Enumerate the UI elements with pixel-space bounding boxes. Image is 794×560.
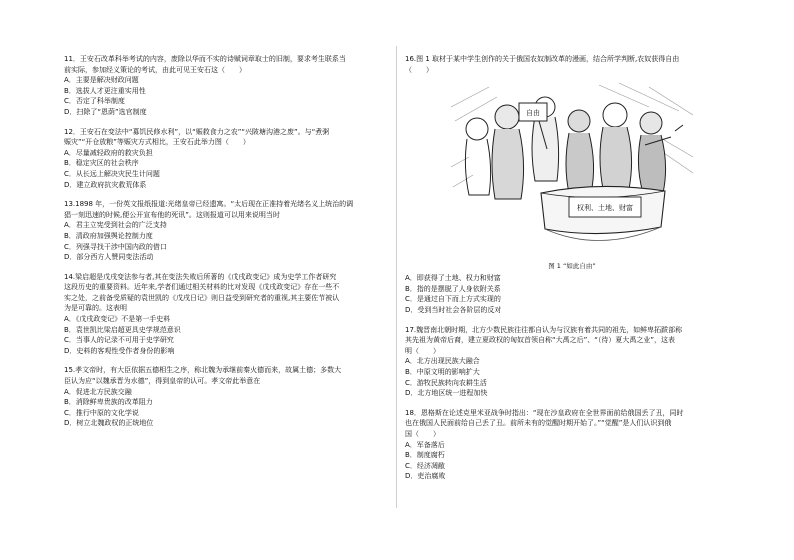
stem-line: 也在俄国人民面前给自己丢了丑。前所未有的觉醒时期开始了。”“觉醒”是人们认识到俄 [405, 419, 672, 428]
option-c: C．推行中原的文化学说 [64, 408, 139, 417]
question-stem [405, 325, 727, 357]
question-stem [64, 54, 382, 75]
option-a: A．北方出现民族大融合 [405, 357, 480, 366]
option-c: C．从长远上解决灾民生计问题 [64, 169, 160, 178]
option-d: D．史料的客观性受作者身份的影响 [64, 346, 175, 355]
option-c: C．游牧民族转向农耕生活 [405, 378, 487, 387]
option-d: D．部分西方人赞同变法活动 [64, 253, 154, 262]
option-d: D．北方地区统一进程加快 [405, 389, 488, 398]
cartoon-illustration [449, 77, 695, 263]
column-divider [396, 46, 397, 508]
option-d: D．树立北魏政权的正统地位 [64, 419, 154, 428]
question-15 [64, 365, 382, 429]
question-stem [405, 54, 727, 75]
stem-line: 17.魏晋南北朝时期，北方少数民族往往都自认为与汉族有着共同的祖先，如鲜卑拓跋部称 [405, 325, 683, 334]
cartoon-figure [449, 77, 695, 273]
stem-line: 实之处，之前备受质疑的袁世凯的《戊戌日记》则日益受到研究者的重视,其主要佐节被认 [64, 293, 340, 302]
stem-line: 赈灾”“开仓放粮”等赈灾方式相比，王安石此举力图（ ） [64, 138, 250, 147]
stem-line: （ ） [405, 65, 433, 74]
question-17 [405, 325, 727, 399]
stem-line: 为是可靠的。这表明 [64, 304, 127, 313]
stem-line: 16.图 1 取材于某中学生创作的关于俄国农奴制改革的漫画，结合所学判断,农奴获得自由 [405, 55, 680, 63]
question-14 [64, 272, 382, 357]
option-d: D．建立政府抗灾救荒体系 [64, 180, 147, 189]
option-b: B．消除鲜卑贵族的改革阻力 [64, 398, 153, 407]
crowd-figures [465, 97, 683, 199]
figure-caption: 图 1 “如此自由” [548, 262, 596, 271]
stem-line: 11．王安石改革科举考试的内容，废除以华而不实的诗赋词章取士的旧制，要求考生联系当 [64, 55, 346, 63]
option-c: C．是通过自下而上方式实现的 [405, 295, 501, 304]
stem-line: 18．恩格斯在论述克里米亚战争时指出：“现在沙皇政府在全世界面前给俄国丢了丑，同时 [405, 408, 684, 417]
stem-line: 明（ ） [405, 346, 440, 355]
option-a: A．促进北方民族交融 [64, 387, 132, 396]
question-11 [64, 54, 382, 118]
option-a: A．即获得了土地、权力和财富 [405, 274, 501, 283]
option-c: C．否定了科举制度 [64, 97, 125, 106]
option-a: A．尽量减轻政府的救灾负担 [64, 148, 153, 157]
stem-line: 猖一刻迅速的时候,便公开宣布他的死讯”。这则报道可以用来说明当时 [64, 210, 280, 219]
option-b: B．稳定灾区的社会秩序 [64, 159, 139, 168]
option-c: C．经济凋敝 [405, 461, 445, 470]
stem-line: 15.孝文帝时，有大臣依据五德相生之序，称北魏为承继前秦火德而来，故属土德；多数大 [64, 366, 342, 375]
question-stem [64, 365, 382, 386]
tub-label: 权利、土地、财富 [577, 204, 633, 213]
option-c: C．列强寻找干涉中国内政的借口 [64, 242, 167, 251]
right-column [405, 54, 727, 491]
stem-line: 其先祖为黄帝后裔，建立夏政权的匈奴首领自称“大禹之后”、“（待）夏大禹之业”，这表 [405, 336, 676, 345]
left-column [64, 54, 382, 438]
option-a: A．《戊戌政变记》不是第一手史料 [64, 315, 171, 324]
stem-line: 这段历史的重要资料。近年来,学者们通过相关材料的比对发现《戊戌政变记》存在一些不 [64, 283, 340, 292]
sign-text: 自由 [526, 109, 540, 118]
option-d: D．受到当时社会各阶层的反对 [405, 305, 502, 314]
option-d: D．吏治腐败 [405, 472, 446, 481]
option-b: B．指的是摆脱了人身依附关系 [405, 284, 501, 293]
question-16 [405, 54, 727, 316]
tub [541, 187, 665, 241]
option-b: B．制度腐朽 [405, 451, 445, 460]
option-c: C．当事人的记录不可用于史学研究 [64, 336, 174, 345]
option-b: B．中原文明的影响扩大 [405, 367, 480, 376]
question-stem [64, 127, 382, 148]
stem-line: 13.1898 年，一份英文报纸报道:光绪皇帝已经遗寓。“太后现在正准持着光绪名义上统治的调 [64, 200, 354, 209]
question-stem [64, 199, 382, 220]
stem-line: 臣认为应“以魏承晋为水德”，得到皇帝的认可。孝文帝此举意在 [64, 377, 261, 386]
option-a: A．主要是解决财政问题 [64, 76, 139, 85]
stem-line: 12．王安石在变法中“募饥民修水利”，以“赈救食力之农”“兴陂塘沟港之废”。与“煮粥 [64, 127, 330, 136]
option-d: D．扫除了“恩荫”选官制度 [64, 107, 147, 116]
option-a: A．君主立宪受到社会的广泛支持 [64, 221, 167, 230]
question-13 [64, 199, 382, 263]
option-b: B．选拔人才更注重实用性 [64, 86, 146, 95]
question-18 [405, 408, 727, 482]
stem-line: 国（ ） [405, 429, 440, 438]
option-b: B．清政府加强舆论控制力度 [64, 231, 153, 240]
question-stem [64, 272, 382, 314]
question-stem [405, 408, 727, 440]
stem-line: 前实际，参加经义策论的考试，由此可见王安石这（ ） [64, 65, 246, 74]
question-12 [64, 127, 382, 191]
option-a: A．军备落后 [405, 440, 445, 449]
option-b: B．袁世凯比梁启超更具史学规范意识 [64, 325, 181, 334]
stem-line: 14.梁启超是戊戌变法参与者,其在变法失败后所著的《戊戌政变记》成为史学工作者研究 [64, 272, 337, 281]
